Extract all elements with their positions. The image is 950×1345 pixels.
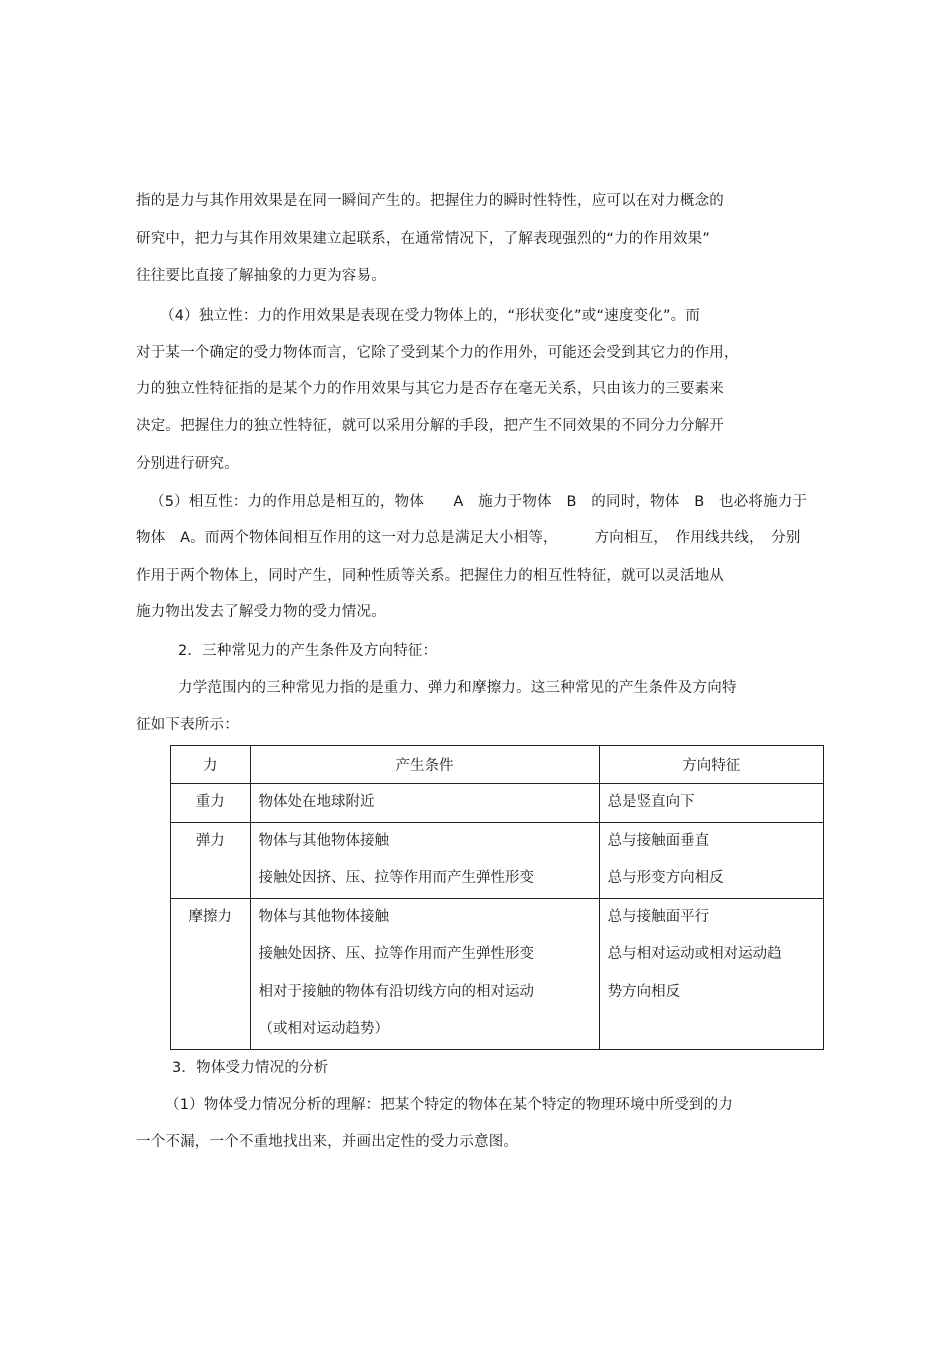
paragraph-3-line-3: 作用于两个物体上，同时产生，同种性质等关系。把握住力的相互性特征，就可以灵活地从 bbox=[136, 568, 724, 584]
paragraph-3-line-2: 物体 A。而两个物体间相互作用的这一对力总是满足大小相等， 方向相互， 作用线共线， 分别 bbox=[136, 530, 801, 546]
table-row bbox=[171, 898, 824, 1049]
section-heading-2: 2．三种常见力的产生条件及方向特征： bbox=[178, 643, 438, 659]
table-row bbox=[171, 822, 824, 898]
forces-table bbox=[170, 745, 824, 1050]
paragraph-1-line-2: 研究中，把力与其作用效果建立起联系，在通常情况下，了解表现强烈的“力的作用效果” bbox=[136, 231, 711, 247]
direction-line: 势方向相反 bbox=[607, 983, 681, 1000]
header-direction: 方向特征 bbox=[599, 746, 823, 784]
paragraph-2-line-1: （4）独立性：力的作用效果是表现在受力物体上的，“形状变化”或“速度变化”。而 bbox=[160, 308, 701, 324]
condition-line: 物体与其他物体接触 bbox=[258, 832, 389, 849]
force-cell bbox=[171, 822, 251, 898]
direction-line: 总与相对运动或相对运动趋 bbox=[607, 946, 782, 962]
paragraph-3-line-1: （5）相互性：力的作用总是相互的，物体 A 施力于物体 B 的同时，物体 B 也必将施力于 bbox=[150, 494, 808, 510]
direction-cell bbox=[599, 822, 823, 898]
conditions-cell bbox=[250, 784, 599, 823]
paragraph-4-line-2: 征如下表所示： bbox=[136, 717, 239, 733]
table-row bbox=[171, 784, 824, 823]
table-header-row bbox=[171, 746, 824, 784]
direction-cell bbox=[599, 898, 823, 1049]
header-force: 力 bbox=[171, 746, 251, 784]
condition-line: 物体与其他物体接触 bbox=[258, 908, 389, 925]
paragraph-1-line-3: 往往要比直接了解抽象的力更为容易。 bbox=[136, 268, 386, 284]
condition-line: 接触处因挤、压、拉等作用而产生弹性形变 bbox=[258, 946, 534, 962]
force-name: 摩擦力 bbox=[188, 908, 232, 925]
paragraph-5-line-1: （1）物体受力情况分析的理解：把某个特定的物体在某个特定的物理环境中所受到的力 bbox=[165, 1097, 734, 1113]
direction-cell bbox=[599, 784, 823, 823]
conditions-cell bbox=[250, 822, 599, 898]
condition-line: 相对于接触的物体有沿切线方向的相对运动 bbox=[258, 983, 534, 1000]
force-cell bbox=[171, 784, 251, 823]
paragraph-2-line-3: 力的独立性特征指的是某个力的作用效果与其它力是否存在毫无关系，只由该力的三要素来 bbox=[136, 381, 724, 397]
paragraph-3-line-4: 施力物出发去了解受力物的受力情况。 bbox=[136, 604, 386, 620]
force-cell bbox=[171, 898, 251, 1049]
force-name: 弹力 bbox=[195, 832, 225, 849]
direction-line: 总与形变方向相反 bbox=[607, 870, 724, 886]
conditions-cell bbox=[250, 898, 599, 1049]
condition-line: 物体处在地球附近 bbox=[258, 794, 375, 810]
paragraph-2-line-2: 对于某一个确定的受力物体而言，它除了受到某个力的作用外，可能还会受到其它力的作用， bbox=[136, 345, 739, 361]
paragraph-2-line-5: 分别进行研究。 bbox=[136, 456, 239, 472]
condition-line: （或相对运动趋势） bbox=[258, 1021, 389, 1037]
direction-line: 总与接触面平行 bbox=[607, 908, 710, 925]
paragraph-1-line-1: 指的是力与其作用效果是在同一瞬间产生的。把握住力的瞬时性特性，应可以在对力概念的 bbox=[136, 193, 724, 209]
paragraph-4-line-1: 力学范围内的三种常见力指的是重力、弹力和摩擦力。这三种常见的产生条件及方向特 bbox=[178, 680, 737, 696]
paragraph-2-line-4: 决定。把握住力的独立性特征，就可以采用分解的手段，把产生不同效果的不同分力分解开 bbox=[136, 418, 724, 434]
section-heading-3: 3．物体受力情况的分析 bbox=[172, 1060, 329, 1076]
condition-line: 接触处因挤、压、拉等作用而产生弹性形变 bbox=[258, 870, 534, 886]
paragraph-5-line-2: 一个不漏，一个不重地找出来，并画出定性的受力示意图。 bbox=[136, 1134, 519, 1150]
direction-line: 总与接触面垂直 bbox=[607, 832, 710, 849]
direction-line: 总是竖直向下 bbox=[607, 794, 695, 810]
force-name: 重力 bbox=[195, 794, 225, 810]
header-conditions: 产生条件 bbox=[250, 746, 599, 784]
